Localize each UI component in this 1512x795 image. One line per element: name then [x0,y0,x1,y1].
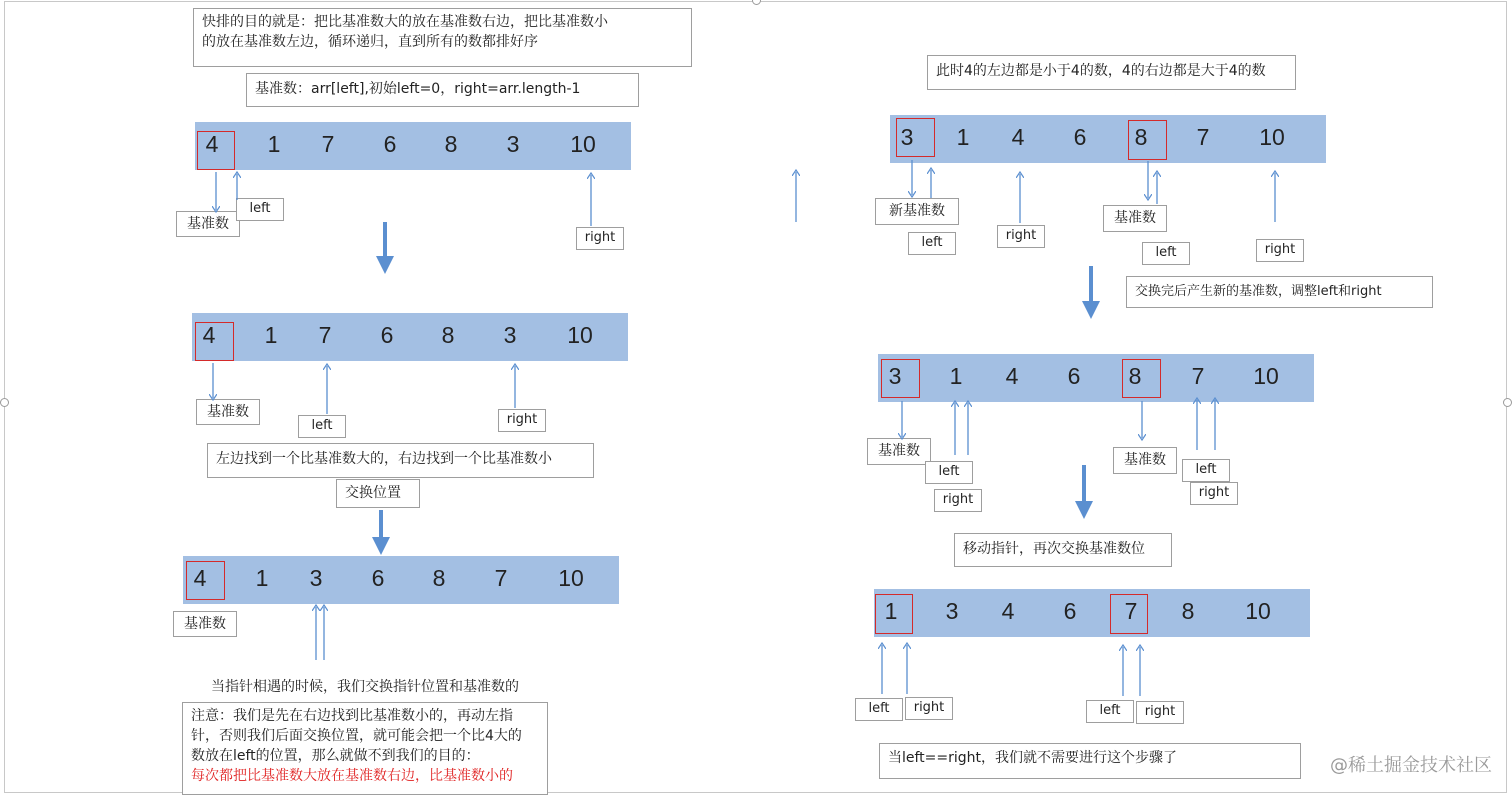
right-pointer-label: right [905,697,953,720]
array-cell: 10 [570,131,596,157]
array-cell: 1 [949,363,963,389]
array-cell: 3 [945,598,959,624]
left-pointer-label: left [1182,459,1230,482]
array-cell: 8 [1128,363,1142,389]
array-cell: 1 [267,131,281,157]
array-cell: 7 [1196,124,1210,150]
found-box: 左边找到一个比基准数大的，右边找到一个比基准数小 [207,443,594,478]
after-four-box: 此时4的左边都是小于4的数，4的右边都是大于4的数 [927,55,1296,90]
array-cell: 6 [1073,124,1087,150]
array-cell: 8 [1181,598,1195,624]
array-cell: 6 [371,565,385,591]
array-cell: 8 [444,131,458,157]
left-pointer-label: left [236,198,284,221]
array-cell: 10 [1245,598,1271,624]
array-cell: 7 [321,131,335,157]
pivot-label: 基准数 [196,399,260,425]
new-pivot-label: 新基准数 [875,198,959,225]
note-line-2: 针，否则我们后面交换位置，就可能会把一个比4大的 [191,728,522,744]
array-cell: 7 [494,565,508,591]
array-cell: 3 [506,131,520,157]
left-pointer-label: left [855,698,903,721]
right-pointer-label: right [1256,239,1304,262]
array-cell: 4 [202,322,216,348]
array-cell: 7 [1124,598,1138,624]
array-cell: 1 [264,322,278,348]
array-cell: 4 [193,565,207,591]
intro-line-2: 的放在基准数左边，循环递归，直到所有的数都排好序 [202,34,538,50]
array-cell: 8 [432,565,446,591]
array-cell: 10 [1253,363,1279,389]
array-cell: 1 [255,565,269,591]
array-cell: 10 [567,322,593,348]
swap-box: 交换位置 [336,479,420,508]
left-pointer-label: left [925,461,973,484]
left-pointer-label: left [908,232,956,255]
array-cell: 3 [888,363,902,389]
note-line-1: 注意：我们是先在右边找到比基准数小的，再动左指 [191,708,513,724]
array-cell: 1 [884,598,898,624]
equal-box: 当left==right，我们就不需要进行这个步骤了 [879,743,1301,779]
pivot-label: 基准数 [867,438,931,465]
array-cell: 4 [1011,124,1025,150]
array-cell: 6 [383,131,397,157]
note-line-3: 数放在left的位置，那么就做不到我们的目的： [191,748,480,764]
array-cell: 3 [503,322,517,348]
array-cell: 4 [205,131,219,157]
watermark: @稀土掘金技术社区 [1330,755,1492,776]
left-pointer-label: left [1086,700,1134,723]
pivot-label: 基准数 [173,611,237,637]
pivot-definition-box: 基准数：arr[left],初始left=0，right=arr.length-1 [246,73,639,107]
right-pointer-label: right [498,409,546,432]
array-cell: 6 [1063,598,1077,624]
array-cell: 1 [956,124,970,150]
right-pointer-label: right [1136,701,1184,724]
pivot-label: 基准数 [1103,205,1167,232]
note-line-red: 每次都把比基准数大放在基准数右边，比基准数小的 [191,768,513,784]
right-pointer-label: right [934,489,982,512]
right-pointer-label: right [997,225,1045,248]
array-cell: 3 [309,565,323,591]
intro-line-1: 快排的目的就是：把比基准数大的放在基准数右边，把比基准数小 [202,14,608,30]
array-cell: 10 [1259,124,1285,150]
meet-text: 当指针相遇的时候，我们交换指针位置和基准数的 [211,679,519,695]
array-cell: 7 [318,322,332,348]
array-cell: 7 [1191,363,1205,389]
right-pointer-label: right [576,227,624,250]
array-cell: 8 [441,322,455,348]
left-pointer-label: left [1142,242,1190,265]
array-cell: 6 [1067,363,1081,389]
array-cell: 4 [1005,363,1019,389]
pivot-label: 基准数 [1113,447,1177,474]
array-cell: 10 [558,565,584,591]
pivot-label: 基准数 [176,211,240,237]
array-cell: 8 [1134,124,1148,150]
right-pointer-label: right [1190,482,1238,505]
array-cell: 3 [900,124,914,150]
move-box: 移动指针，再次交换基准数位 [954,533,1172,567]
array-cell: 6 [380,322,394,348]
left-pointer-label: left [298,415,346,438]
array-cell: 4 [1001,598,1015,624]
new-pivot-note-box: 交换完后产生新的基准数，调整left和right [1126,276,1433,308]
